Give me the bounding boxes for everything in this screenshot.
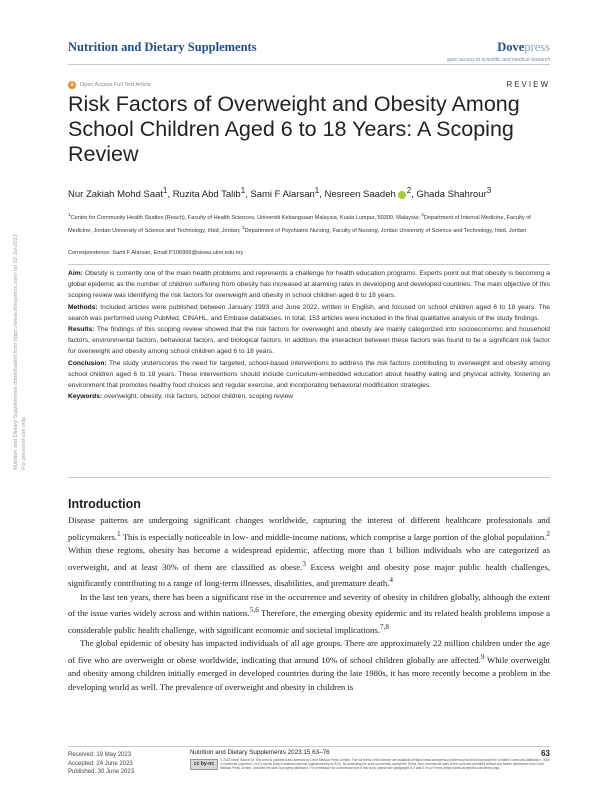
abstract-keywords [68,391,550,402]
author-affiliation-ref: 3 [486,186,492,195]
publication-dates [68,751,134,777]
intro-p1-c: Within these regions, obesity has become a widespread epidemic, affecting more than 1 billion individuals who are categorized as overweight, and at least 30% of them are classified as obese. [68,545,550,572]
intro-p1-d: Excess weight and obesity pose major public health challenges, significantly contributing to a range of long-term illnesses, disabilities, and premature death. [68,561,551,589]
abstract-results [68,324,550,358]
affiliations [68,210,550,236]
author-affiliation-ref: 1 [163,186,168,195]
citation-ref[interactable]: 3 [302,559,306,568]
open-access-label: Open Access Full Text Article [80,82,151,88]
citation-ref[interactable]: 4 [389,576,393,585]
citation-ref[interactable]: 1 [116,529,121,538]
intro-p3-a: The global epidemic of obesity has impacted individuals of all age groups. There are approximately 22 million children under the age of five who are overweight or obese worldwide, indicating that around 10% of school children globally are affected. [68,638,550,665]
affiliation-text: Department of Internal Medicine, Faculty of Medicine, Jordan University of Science and Technology, Irbid, Jordan; [68,214,531,234]
abstract-results-text: The findings of this scoping review showed that the risk factors for overweight and obesity are mainly categorized into socioeconomic and household factors, environmental factors, behavioral factors, and biological factors. In addition, the interaction between these factors was found to be a significant risk factor for overweight and obesity among school children aged 6 to 18 years. [68,326,550,356]
author-name[interactable]: Ghada Shahrour [416,189,487,201]
abstract-results-label: Results: [68,326,95,334]
affiliation-number: 3 [241,224,245,230]
abstract-aim-text: Obesity is currently one of the main health problems and represents a challenge for health education programs. Experts point out that obesity is becoming a global epidemic as the number of children suffering from obesity has increased at alarming rates in developing and developed countries. The main objective of this scoping review was identifying the risk factors for overweight and obesity in school children aged 6 to 18 years. [68,270,550,300]
publisher-tagline: open access to scientific and medical research [446,57,550,63]
license-text: © 2023 Mohd Saat et al. This work is published and licensed by Dove Medical Press Limited. The full terms of this license are available at https://www.dovepress.com/terms.php and incorporate the Creative Commons Attribution – Non Commercial (unported, v3.0) License (http://creativecommons.org/licenses/by-nc/3.0/). By accessing the work you hereby accept the Terms. Non-commercial uses of the work are permitted without any further permission from Dove Medical Press Limited, provided the work is properly attributed. For permission for commercial use of this work, please see paragraphs 4.2 and 5 of our Terms (https://www.dovepress.com/terms.php). [220,758,550,771]
introduction-heading: Introduction [68,497,141,511]
article-title: Risk Factors of Overweight and Obesity Among School Children Aged 6 to 18 Years: A Scoping Review [68,92,520,166]
abstract-methods-text: Included articles were published between January 1993 and June 2022, written in English, and focused on school children aged 6 to 18 years. The search was performed using PubMed, CINAHL, and Embase databases. In total, 153 articles were included in the final qualitative analysis of the study findings. [68,303,550,322]
citation-ref[interactable]: 2 [546,529,550,538]
citation-ref[interactable]: 5,6 [249,606,259,615]
intro-p2-a: In the last ten years, there has been a significant rise in the occurrence and severity of obesity in children globally, although the extent of the issue varies widely across and within nations. [68,591,550,619]
author-affiliation-ref: 1 [314,186,320,195]
abstract-conclusion [68,358,550,392]
download-watermark [8,470,34,790]
journal-name[interactable]: Nutrition and Dietary Supplements [68,40,257,54]
abstract-aim [68,268,550,302]
correspondence[interactable]: Correspondence: Sami F Alarsan, Email P106966@siswa.ukm.edu.my [68,250,244,256]
affiliation-number: 2 [421,212,424,217]
intro-p1-b: This is especially noticeable in low- and middle-income nations, which comprise a large portion of the global population. [120,531,547,542]
abstract-keywords-text: overweight, obesity, risk factors, school children, scoping review [104,393,294,401]
page-number: 63 [541,749,550,758]
author-affiliation-ref: 2 [406,186,412,195]
author-name[interactable]: Ruzita Abd Talib [172,189,241,201]
intro-paragraph-2 [68,591,550,638]
author-name[interactable]: Nur Zakiah Mohd Saat [68,189,164,201]
cc-license-icon[interactable]: cc by-nc [190,759,218,770]
abstract-methods [68,302,550,324]
affiliation-text: Department of Psychiatric Nursing, Faculty of Nursing, Jordan University of Science and Technology, Irbid, Jordan [244,227,526,234]
open-access-badge [68,81,151,89]
affiliation-number: 1 [68,212,71,217]
intro-p3-b: While overweight and obesity among children initially emerged in developed countries during the late 1980s, it has more recently become a problem in the developing world as well. The prevalence of overweight and obesity in children is [68,654,550,692]
download-notice-line-1: Nutrition and Dietary Supplements downloaded from https://www.dovepress.com/ on 02-Jul-2023 [13,234,19,470]
publisher-logo-press: press [524,40,550,54]
open-access-icon: a [68,81,76,89]
citation-ref[interactable]: 9 [480,652,485,661]
author-name[interactable]: Nesreen Saadeh [324,189,396,201]
abstract-conclusion-label: Conclusion: [68,359,107,367]
author-name[interactable]: Sami F Alarsan [250,189,315,201]
abstract-conclusion-text: The study underscores the need for targeted, school-based interventions to address the risk factors contributing to overweight and obesity among school children aged 6 to 18 years. These interventions should include curriculum-embedded education about healthy eating and physical activity, fostering an environment that promotes healthy food choices and regular exercise, and incorporating behavioral modification strategies. [68,359,550,390]
citation-ref[interactable]: 7,8 [379,622,389,631]
publisher-logo[interactable] [497,40,550,55]
publisher-logo-dove: Dove [497,40,525,54]
journal-citation[interactable]: Nutrition and Dietary Supplements 2023:15 63–76 [190,749,330,756]
intro-p1-a: Disease patterns are undergoing significant changes worldwide, capturing the interest of different healthcare professionals and policymakers. [68,515,550,542]
affiliation-text: Centre for Community Health Studies (Reach), Faculty of Health Sciences, Universiti Kebangsaan Malaysia, Kuala Lumpur, 50300, Malaysia; [70,214,422,221]
abstract-divider-top [68,264,550,265]
abstract-keywords-label: Keywords: [68,393,103,401]
journal-header [68,40,550,70]
article-type: REVIEW [506,80,550,89]
received-date: Received: 19 May 2023 [68,752,132,758]
abstract-methods-label: Methods: [68,303,98,311]
published-date: Published: 30 June 2023 [68,769,135,776]
intro-paragraph-3 [68,637,550,694]
download-notice [12,170,28,470]
intro-paragraph-1 [68,514,550,591]
download-notice-line-2: For personal use only. [21,415,27,470]
intro-p2-b: Therefore, the emerging obesity epidemic and its related health problems impose a considerable public health challenge, with significant economic and societal implications. [68,608,550,635]
author-affiliation-ref: 1 [240,186,246,195]
abstract-aim-label: Aim: [68,270,83,277]
author-list: Nur Zakiah Mohd Saat$^1$, Ruzita Abd Talib$^1$, Sami F Alarsan$^1$, Nesreen Saadeh $^2$, Ghada Shahrour$^3$ [68,186,492,201]
abstract-divider-bottom [68,477,550,478]
orcid-icon[interactable] [398,191,406,199]
header-divider [68,64,550,65]
abstract [68,268,550,402]
introduction-body [68,514,550,694]
footer-divider [68,746,550,747]
accepted-date: Accepted: 24 June 2023 [68,760,133,767]
